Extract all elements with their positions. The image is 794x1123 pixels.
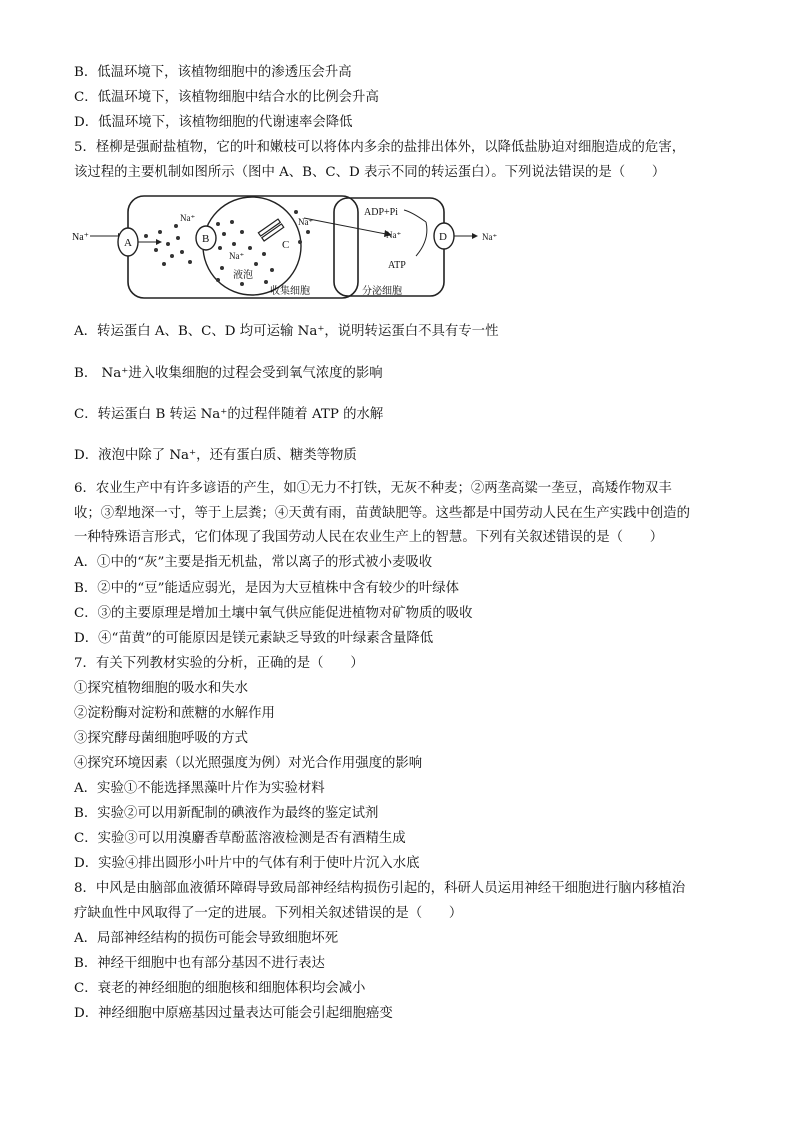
adp-pi-label: ADP+Pi (364, 207, 398, 218)
q8-option-a: A．局部神经结构的损伤可能会导致细胞坏死 (74, 931, 339, 946)
transfer-arrow (304, 218, 386, 234)
q7-option-c: C．实验③可以用溴麝香草酚蓝溶液检测是否有酒精生成 (74, 831, 406, 846)
atp-hydrolysis-curve (416, 222, 427, 256)
q5-stem-line-2: 该过程的主要机制如图所示（图中 A、B、C、D 表示不同的转运蛋白）。下列说法错误的是（ ） (74, 165, 666, 180)
q7-item-4: ④探究环境因素（以光照强度为例）对光合作用强度的影响 (74, 756, 423, 771)
q7-stem: 7．有关下列教材实验的分析，正确的是（ ） (74, 656, 364, 671)
na-label-c: Na⁺ (298, 217, 314, 227)
na-label-b: Na⁺ (180, 213, 196, 223)
q6-stem-line-2: 收；③犁地深一寸，等于上层粪；④天黄有雨，苗黄缺肥等。这些都是中国劳动人民在生产实践中创造的 (74, 506, 690, 521)
salt-secretion-diagram (72, 192, 502, 302)
q7-option-b: B．实验②可以用新配制的碘液作为最终的鉴定试剂 (74, 806, 379, 821)
protein-d-label: D (439, 231, 447, 243)
q6-option-a: A．①中的“灰”主要是指无机盐，常以离子的形式被小麦吸收 (74, 555, 433, 570)
protein-c-channel (258, 219, 283, 241)
q8-stem-line-1: 8．中风是由脑部血液循环障碍导致局部神经结构损伤引起的，科研人员运用神经干细胞进行脑内移植治 (74, 881, 686, 896)
q5-option-d: D．液泡中除了 Na⁺，还有蛋白质、糖类等物质 (74, 448, 357, 463)
na-outside-label: Na⁺ (72, 232, 89, 243)
na-label-vacuole: Na⁺ (229, 251, 245, 261)
q7-item-3: ③探究酵母菌细胞呼吸的方式 (74, 731, 249, 746)
protein-c-label: C (282, 239, 290, 251)
q8-option-c: C．衰老的神经细胞的细胞核和细胞体积均会减小 (74, 981, 366, 996)
atp-label: ATP (388, 260, 406, 271)
q6-option-b: B．②中的“豆”能适应弱光，是因为大豆植株中含有较少的叶绿体 (74, 581, 460, 596)
q4-option-c: C．低温环境下，该植物细胞中结合水的比例会升高 (74, 90, 379, 105)
q6-option-d: D．④“苗黄”的可能原因是镁元素缺乏导致的叶绿素含量降低 (74, 631, 434, 646)
q8-stem-line-2: 疗缺血性中风取得了一定的进展。下列相关叙述错误的是（ ） (74, 906, 463, 921)
na-label-secretory: Na⁺ (386, 230, 402, 240)
secretory-cell-label: 分泌细胞 (362, 286, 402, 297)
vacuole-label: 液泡 (233, 270, 253, 281)
q5-option-a: A．转运蛋白 A、B、C、D 均可运输 Na⁺，说明转运蛋白不具有专一性 (74, 324, 499, 339)
q7-option-d: D．实验④排出圆形小叶片中的气体有利于使叶片沉入水底 (74, 856, 420, 871)
q6-option-c: C．③的主要原理是增加土壤中氧气供应能促进植物对矿物质的吸收 (74, 606, 473, 621)
q8-option-b: B．神经干细胞中也有部分基因不进行表达 (74, 956, 325, 971)
protein-a-label: A (124, 237, 132, 249)
na-label-exit: Na⁺ (482, 232, 498, 242)
q7-option-a: A．实验①不能选择黑藻叶片作为实验材料 (74, 781, 325, 796)
q4-option-d: D．低温环境下，该植物细胞的代谢速率会降低 (74, 115, 353, 130)
q5-stem-line-1: 5．柽柳是强耐盐植物，它的叶和嫩枝可以将体内多余的盐排出体外，以降低盐胁迫对细胞造成的危害， (74, 140, 686, 155)
q6-stem-line-3: 一种特殊语言形式，它们体现了我国劳动人民在农业生产上的智慧。下列有关叙述错误的是（ ） (74, 530, 664, 545)
protein-b-label: B (202, 233, 210, 245)
collecting-cell-label: 收集细胞 (270, 286, 310, 297)
q7-item-1: ①探究植物细胞的吸水和失水 (74, 681, 249, 696)
q8-option-d: D．神经细胞中原癌基因过量表达可能会引起细胞癌变 (74, 1006, 393, 1021)
q7-item-2: ②淀粉酶对淀粉和蔗糖的水解作用 (74, 706, 275, 721)
q5-option-b: B． Na⁺进入收集细胞的过程会受到氧气浓度的影响 (74, 366, 383, 381)
q5-option-c: C．转运蛋白 B 转运 Na⁺的过程伴随着 ATP 的水解 (74, 407, 384, 422)
q4-option-b: B．低温环境下，该植物细胞中的渗透压会升高 (74, 65, 352, 80)
q6-stem-line-1: 6．农业生产中有许多谚语的产生，如①无力不打铁，无灰不种麦；②两垄高粱一垄豆，高矮作物双丰 (74, 481, 672, 496)
